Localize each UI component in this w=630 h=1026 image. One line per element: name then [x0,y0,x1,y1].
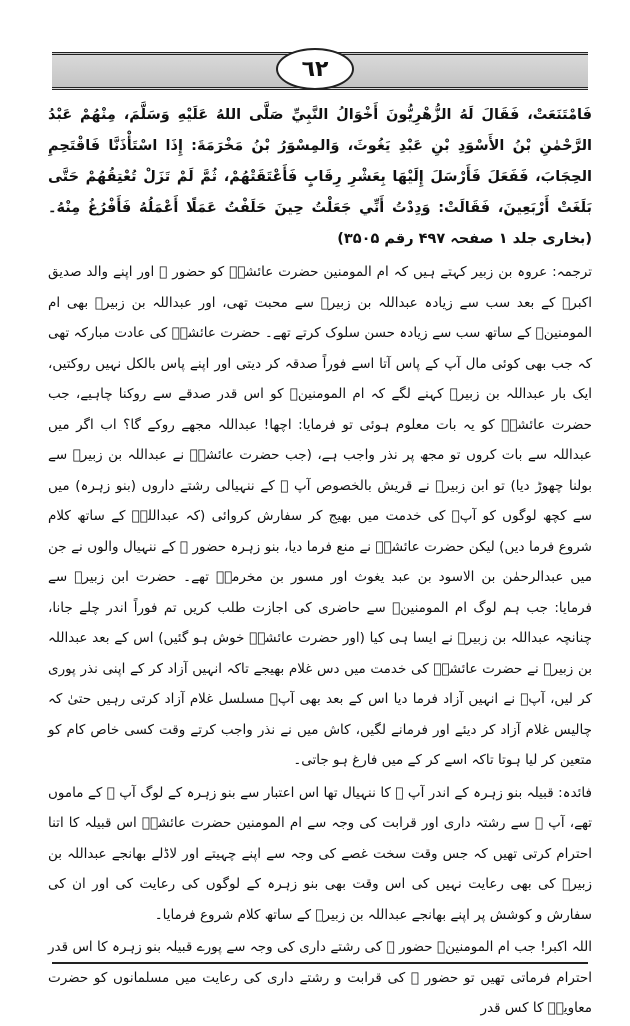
page-number: ٦٢ [276,48,354,90]
closing-paragraph: اللہ اکبر! جب ام المومنینؓ حضور ﷺ کی رشتے داری کی وجہ سے پورے قبیلہ بنو زہرہ کا اس قدر احترام فرماتی تھیں تو حضور ﷺ کی قرابت و رشتے داری کی رعایت میں مسلمانوں کو حضرت معاویہؓ کا کس قدر [48,939,592,1016]
footer-rule [52,962,588,964]
hadith-arabic-text: فَامْتَنَعَتْ، فَقَالَ لَهُ الزُّهْرِيُّونَ أَخْوَالُ النَّبِيِّ صَلَّى اللهُ عَلَيْهِ وَسَلَّمَ، مِنْهُمْ عَبْدُ الرَّحْمٰنِ بْنُ الأَسْوَدِ بْنِ عَبْدِ يَغُوثَ، وَالمِسْوَرُ بْنُ مَخْرَمَةَ: إِذَا اسْتَأْذَنَّا فَاقْتَحِمِ الحِجَابَ، فَفَعَلَ فَأَرْسَلَ إِلَيْهَا بِعَشْرِ رِقَابٍ فَأَعْتَقَتْهُمْ، ثُمَّ لَمْ تَزَلْ تُعْتِقُهُمْ حَتَّى بَلَغَتْ أَرْبَعِينَ، فَقَالَتْ: وَدِدْتُ أَنِّي جَعَلْتُ حِينَ حَلَفْتُ عَمَلًا أَعْمَلُهُ فَأَفْرُغُ مِنْهُ۔ (بخاری جلد ۱ صفحہ ۴۹۷ رقم ۳۵۰۵) [48,107,592,247]
translation-paragraph: ترجمہ: عروہ بن زبیر کہتے ہیں کہ ام المومنین حضرت عائشہؓ کو حضور ﷺ اور اپنے والد صدیق اکبرؓ کے بعد سب سے زیادہ عبداللہ بن زبیرؓ سے محبت تھی، اور عبداللہ بن زبیرؓ بھی ام المومنینؓ کے ساتھ سب سے زیادہ حسن سلوک کرتے تھے۔ حضرت عائشہؓ کی عادت مبارکہ تھی کہ جب بھی کوئی مال آپ کے پاس آتا اسے فوراً صدقہ کر دیتی اور اپنے پاس بالکل نہیں روکتیں، ایک بار عبداللہ بن زبیرؓ کہنے لگے کہ ام المومنینؓ کو اس قدر صدقے سے روکنا چاہیے، جب حضرت عائشہؓ کو یہ بات معلوم ہوئی تو فرمایا: اچھا! عبداللہ مجھے روکے گا؟ اب اگر میں عبداللہ سے بات کروں تو مجھ پر نذر واجب ہے، (جب حضرت عائشہؓ نے عبداللہ بن زبیرؓ سے بولنا چھوڑ دیا) تو ابن زبیرؓ نے قریش بالخصوص آپ ﷺ کے ننہیالی رشتے داروں (بنو زہرہ) میں سے کچھ لوگوں کو آپؓ کی خدمت میں بھیج کر سفارش کروائی (کہ عبداللہؓ کے ساتھ کلام شروع فرما دیں) لیکن حضرت عائشہؓ نے منع فرما دیا، بنو زہرہ حضور ﷺ کے ننہیال والوں نے جن میں عبدالرحمٰن بن الاسود بن عبد یغوث اور مسور بن مخرمہؓ تھے۔ حضرت ابن زبیرؓ سے فرمایا: جب ہم لوگ ام المومنینؓ سے حاضری کی اجازت طلب کریں تم فوراً اندر چلے جانا، چنانچہ عبداللہ بن زبیرؓ نے ایسا ہی کیا (اور حضرت عائشہؓ خوش ہو گئیں) اس کے بعد عبداللہ بن زبیرؓ نے حضرت عائشہؓ کی خدمت میں دس غلام بھیجے تاکہ انہیں آزاد کر کے اپنی نذر پوری کر لیں، آپؓ نے انہیں آزاد فرما دیا اس کے بعد بھی آپؓ مسلسل غلام آزاد کرتی رہیں حتیٰ کہ چالیس غلام آزاد کر دیئے اور فرمانے لگیں، کاش میں نے نذر واجب کرتے وقت کسی خاص کام کو متعین کر لیا ہوتا تاکہ اسے کر کے میں فارغ ہو جاتی۔ [48,264,592,768]
benefit-paragraph: فائدہ: قبیلہ بنو زہرہ کے اندر آپ ﷺ کا ننہیال تھا اس اعتبار سے بنو زہرہ کے لوگ آپ ﷺ کے ماموں تھے، آپ ﷺ سے رشتہ داری اور قرابت کی وجہ سے ام المومنین حضرت عائشہؓ اس قبیلہ کا اتنا احترام کرتی تھیں کہ جس وقت سخت غصے کی وجہ سے اپنے چہیتے اور لاڈلے بھانجے عبداللہ بن زبیرؓ کی بھی رعایت نہیں کی اس وقت بھی بنو زہرہ کے لوگوں کی رعایت کی اور ان کی سفارش و کوشش پر اپنے بھانجے عبداللہ بن زبیرؓ کے ساتھ کلام شروع فرمایا۔ [48,784,592,923]
page-content [48,100,592,1026]
